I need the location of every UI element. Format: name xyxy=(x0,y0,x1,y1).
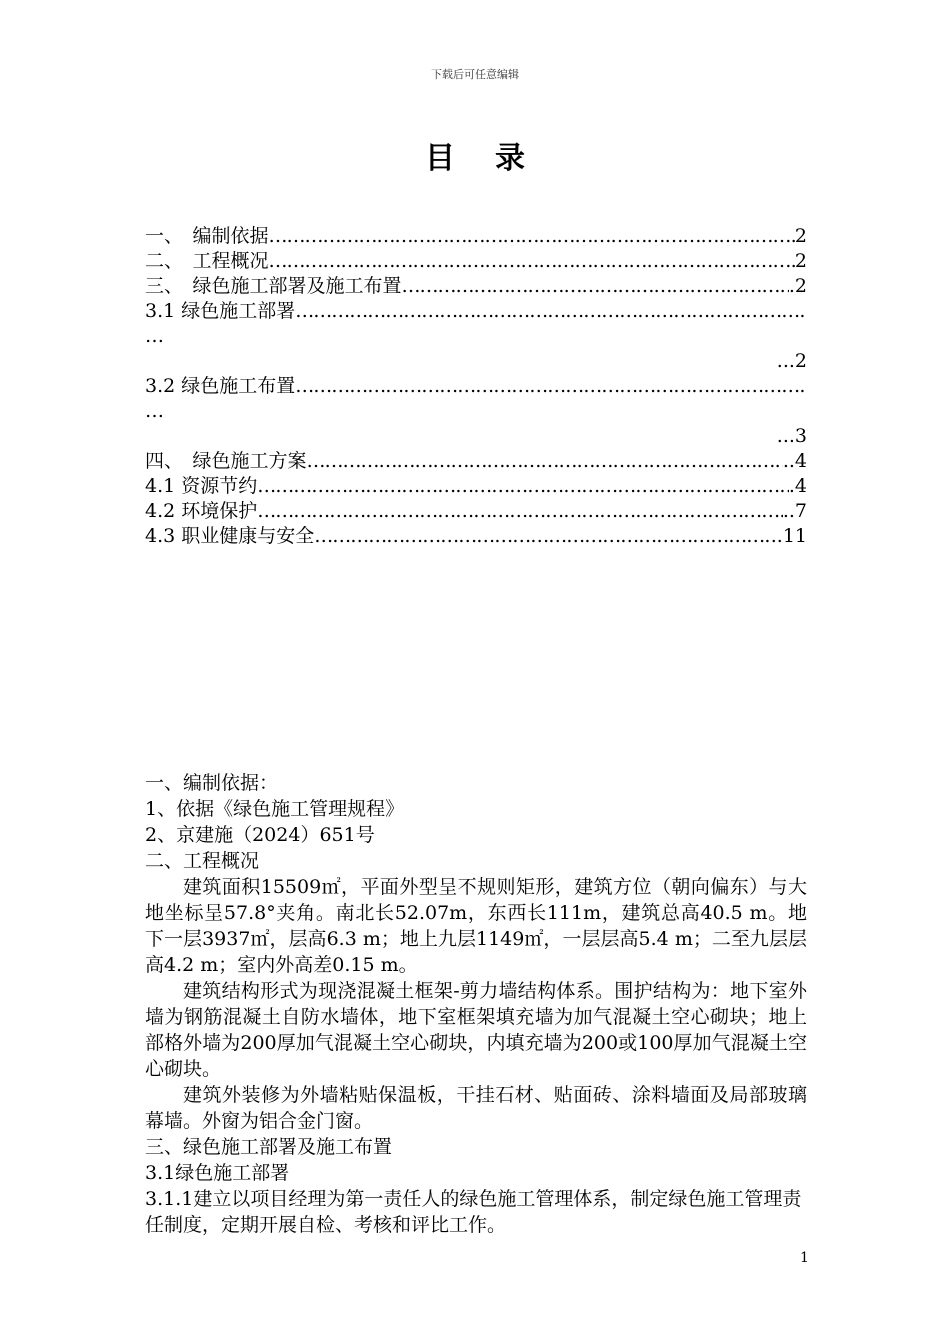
toc-item-page: .4 xyxy=(788,475,807,497)
toc-leader-dots xyxy=(257,474,789,499)
toc-item[interactable] xyxy=(145,249,807,274)
toc-item-continuation: … xyxy=(145,400,164,422)
toc-item-label: 四、 绿色施工方案 xyxy=(145,450,307,472)
toc-leader-dots xyxy=(314,524,770,549)
paragraph: 建筑结构形式为现浇混凝土框架-剪力墙结构体系。围护结构为：地下室外墙为钢筋混凝土自防水墙体，地下室框架填充墙为加气混凝土空心砌块；地上部格外墙为200厚加气混凝土空心砌块，内填充墙为200或100厚加气混凝土空心砌块。 xyxy=(145,980,807,1080)
paragraph: 3.1.1建立以项目经理为第一责任人的绿色施工管理体系，制定绿色施工管理责任制度，定期开展自检、考核和评比工作。 xyxy=(145,1188,802,1236)
header-note: 下载后可任意编辑 xyxy=(431,68,519,81)
toc-item-page: 2 xyxy=(794,250,807,272)
toc-item-label: 3.1 绿色施工部署 xyxy=(145,300,296,322)
toc-item-page: ...2 xyxy=(776,350,807,372)
toc-item[interactable] xyxy=(145,374,807,399)
table-of-contents xyxy=(145,224,807,549)
section-heading: 二、工程概况 xyxy=(145,850,260,872)
toc-item-page: ..7 xyxy=(782,500,807,522)
toc-item-label: 4.1 资源节约 xyxy=(145,475,258,497)
toc-item-label: 三、 绿色施工部署及施工布置 xyxy=(145,275,402,297)
document-body xyxy=(145,770,807,1238)
toc-item-label: 4.3 职业健康与安全 xyxy=(145,525,315,547)
toc-item-page: ..11 xyxy=(770,525,807,547)
toc-leader-dots xyxy=(257,499,783,524)
toc-item-continuation: … xyxy=(145,325,164,347)
toc-leader-dots xyxy=(269,224,795,249)
toc-item-page: ...3 xyxy=(776,425,807,447)
toc-leader-dots xyxy=(307,449,783,474)
toc-item-label: 二、 工程概况 xyxy=(145,250,269,272)
toc-item[interactable] xyxy=(145,274,807,299)
toc-leader-dots xyxy=(295,299,807,324)
paragraph: 建筑外装修为外墙粘贴保温板，干挂石材、贴面砖、涂料墙面及局部玻璃幕墙。外窗为铝合金门窗。 xyxy=(145,1084,807,1132)
reference-item: 1、依据《绿色施工管理规程》 xyxy=(145,798,405,820)
page-number: 1 xyxy=(800,1250,809,1266)
section-heading: 一、编制依据： xyxy=(145,772,279,794)
toc-title: 目录 xyxy=(425,141,565,176)
subsection-heading: 3.1绿色施工部署 xyxy=(145,1162,290,1184)
toc-item-page: ..4 xyxy=(782,450,807,472)
toc-item[interactable] xyxy=(145,299,807,324)
toc-leader-dots xyxy=(269,249,795,274)
toc-item[interactable] xyxy=(145,499,807,524)
toc-item[interactable] xyxy=(145,449,807,474)
toc-item[interactable] xyxy=(145,224,807,249)
section-heading: 三、绿色施工部署及施工布置 xyxy=(145,1136,393,1158)
toc-item-label: 3.2 绿色施工布置 xyxy=(145,375,296,397)
toc-leader-dots xyxy=(295,374,807,399)
toc-item-label: 4.2 环境保护 xyxy=(145,500,258,522)
paragraph: 建筑面积15509㎡，平面外型呈不规则矩形，建筑方位（朝向偏东）与大地坐标呈57.8°夹角。南北长52.07m，东西长111m，建筑总高40.5 m。地下一层3937㎡，层高6.3 m；地上九层1149㎡，一层层高5.4 m；二至九层层高4.2 m；室内外高差0.15 m。 xyxy=(145,876,807,976)
reference-item: 2、京建施（2024）651号 xyxy=(145,824,375,846)
toc-item-page: 2 xyxy=(794,225,807,247)
toc-leader-dots xyxy=(402,274,789,299)
toc-item[interactable] xyxy=(145,524,807,549)
toc-item-page: .2 xyxy=(788,275,807,297)
toc-item-label: 一、 编制依据 xyxy=(145,225,269,247)
toc-item[interactable] xyxy=(145,474,807,499)
